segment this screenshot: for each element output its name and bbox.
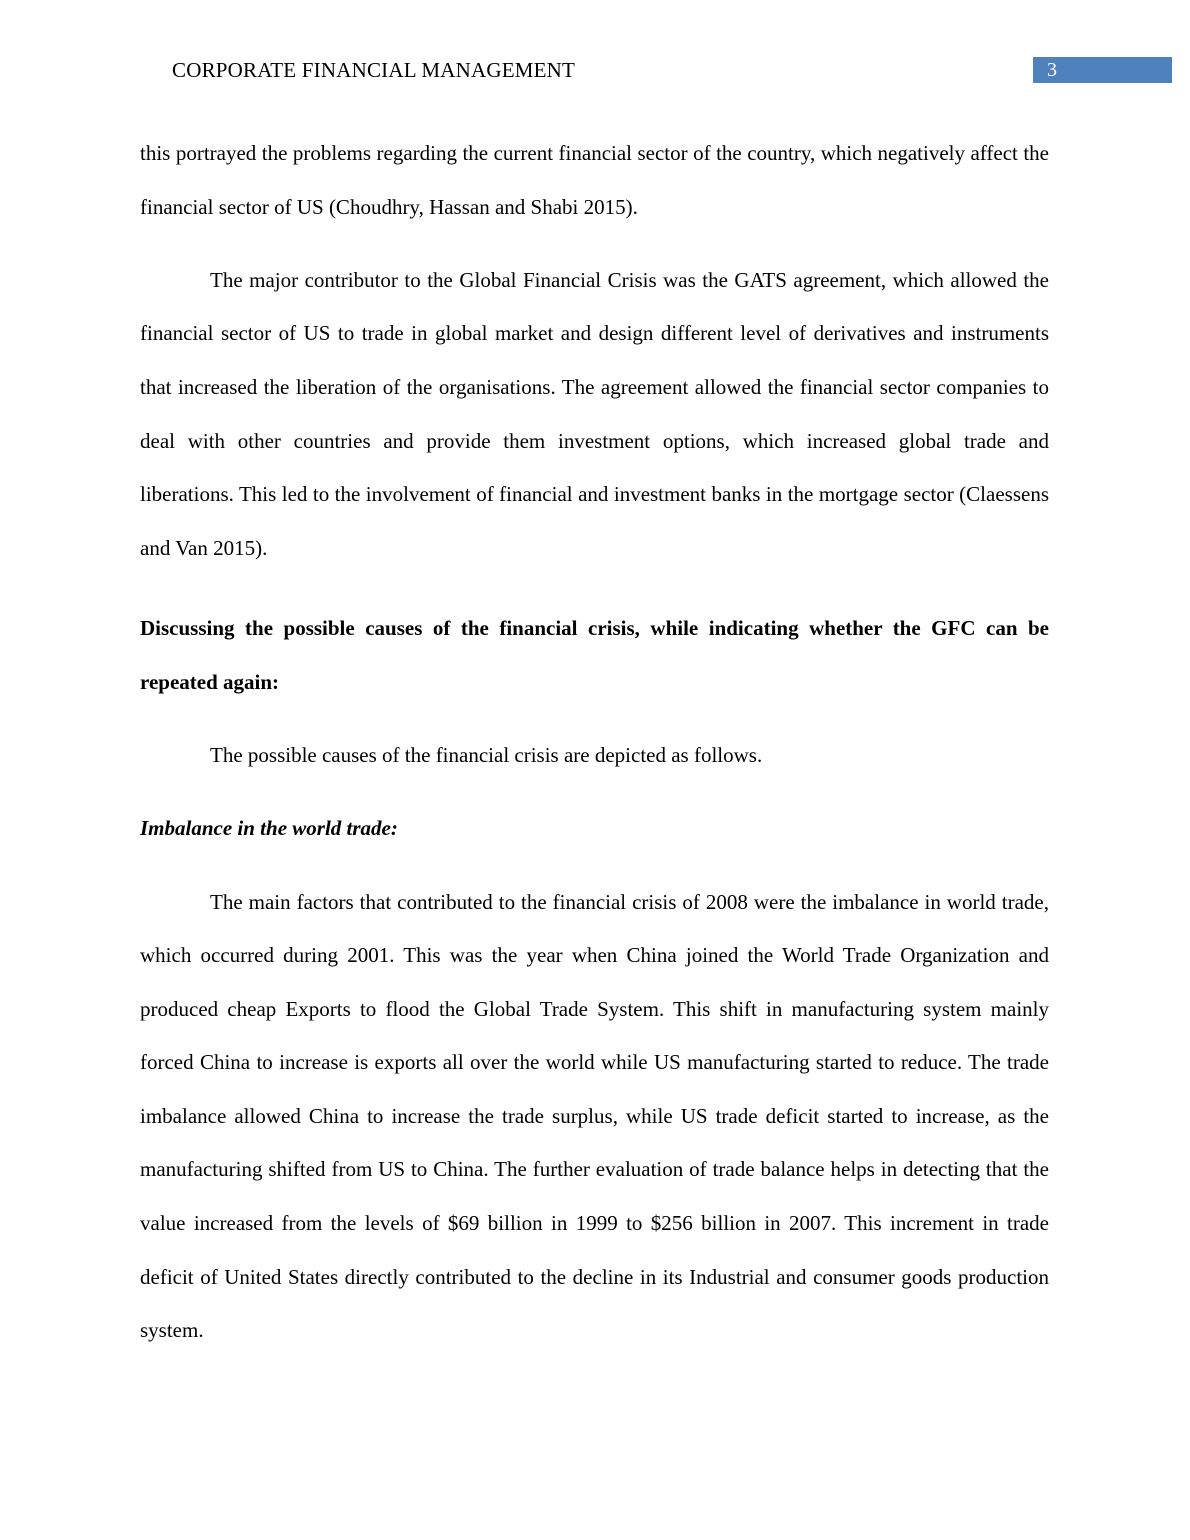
paragraph-trade-imbalance: The main factors that contributed to the financial crisis of 2008 were the imbalance in world trade, which occurred during 2001. This was the year when China joined the World Trade Organization and produced cheap Exports to flood the Global Trade System. This shift in manufacturing system mainly forced China to increase is exports all over the world while US manufacturing started to reduce. The trade imbalance allowed China to increase the trade surplus, while US trade deficit started to increase, as the manufacturing shifted from US to China. The further evaluation of trade balance helps in detecting that the value increased from the levels of $69 billion in 1999 to $256 billion in 2007. This increment in trade deficit of United States directly contributed to the decline in its Industrial and consumer goods production system. (140, 889, 1049, 1343)
document-body (140, 127, 1049, 1377)
paragraph-gats-agreement: The major contributor to the Global Financial Crisis was the GATS agreement, which allowed the financial sector of US to trade in global market and design different level of derivatives and instruments that increased the liberation of the organisations. The agreement allowed the financial sector companies to deal with other countries and provide them investment options, which increased global trade and liberations. This led to the involvement of financial and investment banks in the mortgage sector (Claessens and Van 2015). (140, 267, 1049, 560)
paragraph-causes-intro: The possible causes of the financial crisis are depicted as follows. (210, 743, 763, 768)
paragraph-continuation: this portrayed the problems regarding the current financial sector of the country, which negatively affect the financial sector of US (Choudhry, Hassan and Shabi 2015). (140, 141, 1049, 219)
page-number: 3 (1033, 57, 1172, 83)
section-heading-causes: Discussing the possible causes of the financial crisis, while indicating whether the GFC can be repeated again: (140, 616, 1049, 694)
running-head: CORPORATE FINANCIAL MANAGEMENT (172, 58, 576, 82)
subheading-world-trade-imbalance: Imbalance in the world trade: (140, 816, 398, 841)
